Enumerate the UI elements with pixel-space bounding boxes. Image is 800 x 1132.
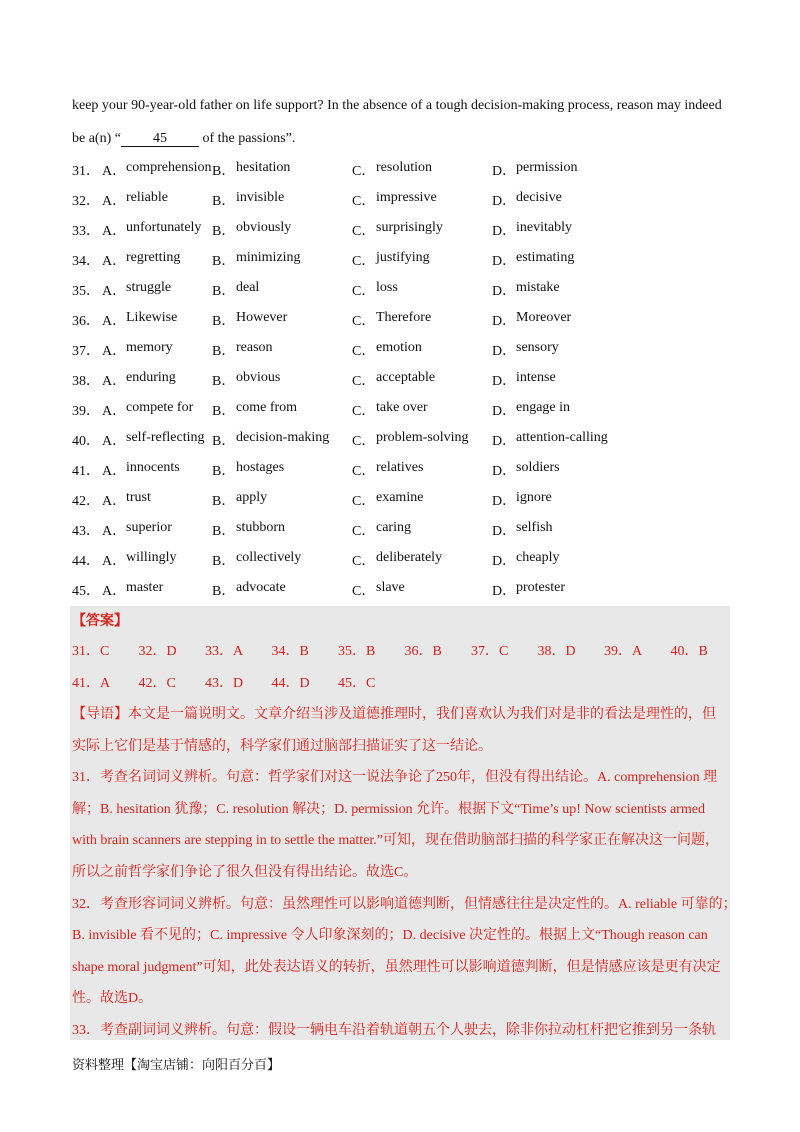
option-letter: A． <box>102 524 127 539</box>
option-letter: D． <box>492 494 517 509</box>
question-number: 36． <box>72 314 100 329</box>
analysis-line: B. invisible 看不见的；C. impressive 令人印象深刻的；D. decisive 决定性的。根据上文“Though reason can <box>72 928 708 944</box>
answer-item: 38．D <box>537 644 576 659</box>
option-letter: C． <box>352 194 376 209</box>
option-letter: A． <box>102 224 127 239</box>
option-text: apply <box>236 490 268 505</box>
option-text: willingly <box>126 550 177 565</box>
option-letter: C． <box>352 314 376 329</box>
option-text: soldiers <box>516 460 560 475</box>
option-letter: C． <box>352 524 376 539</box>
analysis-line: 所以之前哲学家们争论了很久但没有得出结论。故选C。 <box>72 865 418 880</box>
question-number: 44． <box>72 554 100 569</box>
option-text: stubborn <box>236 520 285 535</box>
option-letter: D． <box>492 554 517 569</box>
option-letter: A． <box>102 284 127 299</box>
question-row <box>72 550 692 570</box>
option-text: innocents <box>126 460 180 475</box>
option-text: permission <box>516 160 578 175</box>
option-text: protester <box>516 580 565 595</box>
question-number: 43． <box>72 524 100 539</box>
question-number: 40． <box>72 434 100 449</box>
option-letter: C． <box>352 494 376 509</box>
option-letter: C． <box>352 404 376 419</box>
option-letter: D． <box>492 464 517 479</box>
answer-item: 39．A <box>604 644 643 659</box>
option-letter: C． <box>352 164 376 179</box>
question-number: 32． <box>72 194 100 209</box>
footer-note: 资料整理【淘宝店铺：向阳百分百】 <box>72 1058 281 1073</box>
analysis-line: 【导语】本文是一篇说明文。文章介绍当涉及道德推理时，我们喜欢认为我们对是非的看法是理性的，但 <box>72 707 716 722</box>
answer-item: 32．D <box>138 644 177 659</box>
question-number: 33． <box>72 224 100 239</box>
question-row <box>72 220 692 240</box>
option-text: invisible <box>236 190 285 205</box>
option-letter: A． <box>102 164 127 179</box>
option-text: memory <box>126 340 173 355</box>
question-number: 34． <box>72 254 100 269</box>
option-letter: B． <box>212 254 236 269</box>
option-text: deliberately <box>376 550 443 565</box>
option-letter: A． <box>102 434 127 449</box>
option-text: obvious <box>236 370 281 385</box>
question-number: 45． <box>72 584 100 599</box>
option-text: inevitably <box>516 220 572 235</box>
question-number: 39． <box>72 404 100 419</box>
option-letter: C． <box>352 284 376 299</box>
analysis-line: 实际上它们是基于情感的，科学家们通过脑部扫描证实了这一结论。 <box>72 738 492 754</box>
analysis-line: 性。故选D。 <box>72 991 153 1007</box>
option-text: Likewise <box>126 310 178 325</box>
option-letter: A． <box>102 314 127 329</box>
option-letter: D． <box>492 434 517 449</box>
option-letter: D． <box>492 374 517 389</box>
question-row <box>72 460 692 480</box>
option-text: obviously <box>236 220 292 235</box>
option-letter: C． <box>352 254 376 269</box>
question-number: 37． <box>72 344 100 359</box>
question-number: 35． <box>72 284 100 299</box>
option-text: Moreover <box>516 310 572 325</box>
option-letter: A． <box>102 554 127 569</box>
option-text: trust <box>126 490 151 505</box>
option-letter: C． <box>352 344 376 359</box>
passage-line-2-suffix: of the passions”. <box>198 131 296 146</box>
blank-45: 45 <box>121 132 199 147</box>
question-number: 31． <box>72 164 100 179</box>
option-letter: B． <box>212 494 236 509</box>
option-text: reliable <box>126 190 168 205</box>
option-letter: A． <box>102 254 127 269</box>
option-letter: D． <box>492 254 517 269</box>
option-letter: A． <box>102 404 127 419</box>
option-letter: B． <box>212 464 236 479</box>
option-text: decision-making <box>236 430 330 445</box>
option-text: unfortunately <box>126 220 202 235</box>
option-text: advocate <box>236 580 286 595</box>
option-letter: B． <box>212 314 236 329</box>
question-row <box>72 160 692 180</box>
passage-line-1: keep your 90-year-old father on life support? In the absence of a tough decision-making process, reason may indeed <box>72 98 722 113</box>
answer-item: 40．B <box>670 644 708 659</box>
answer-item: 44．D <box>271 676 310 691</box>
option-text: selfish <box>516 520 553 535</box>
option-text: relatives <box>376 460 424 475</box>
option-text: collectively <box>236 550 302 565</box>
question-row <box>72 400 692 420</box>
option-text: However <box>236 310 288 325</box>
option-text: reason <box>236 340 273 355</box>
option-text: struggle <box>126 280 172 295</box>
option-text: engage in <box>516 400 571 415</box>
option-letter: B． <box>212 224 236 239</box>
question-row <box>72 520 692 540</box>
option-text: intense <box>516 370 556 385</box>
option-text: justifying <box>376 250 430 265</box>
question-row <box>72 280 692 300</box>
option-text: caring <box>376 520 411 535</box>
passage-line-2 <box>72 131 295 147</box>
answer-item: 33．A <box>205 644 244 659</box>
option-letter: D． <box>492 404 517 419</box>
answer-item: 37．C <box>471 644 509 659</box>
option-letter: D． <box>492 314 517 329</box>
option-text: examine <box>376 490 424 505</box>
option-text: minimizing <box>236 250 301 265</box>
question-row <box>72 370 692 390</box>
option-text: comprehension <box>126 160 212 175</box>
option-letter: A． <box>102 494 127 509</box>
option-letter: B． <box>212 524 236 539</box>
option-text: superior <box>126 520 172 535</box>
option-text: enduring <box>126 370 176 385</box>
answer-item: 31．C <box>72 644 110 659</box>
analysis-line: 32．考查形容词词义辨析。句意：虽然理性可以影响道德判断，但情感往往是决定性的。A. reliable 可靠的； <box>72 896 737 912</box>
question-row <box>72 430 692 450</box>
option-letter: B． <box>212 584 236 599</box>
option-text: compete for <box>126 400 194 415</box>
option-letter: D． <box>492 194 517 209</box>
answer-item: 36．B <box>404 644 442 659</box>
option-text: acceptable <box>376 370 436 385</box>
question-number: 42． <box>72 494 100 509</box>
question-number: 38． <box>72 374 100 389</box>
answer-header: 【答案】 <box>72 613 128 629</box>
option-letter: B． <box>212 374 236 389</box>
option-letter: B． <box>212 164 236 179</box>
option-text: hostages <box>236 460 285 475</box>
question-row <box>72 310 692 330</box>
option-letter: A． <box>102 374 127 389</box>
option-letter: C． <box>352 554 376 569</box>
option-letter: D． <box>492 284 517 299</box>
option-text: decisive <box>516 190 562 205</box>
option-letter: A． <box>102 344 127 359</box>
option-text: problem-solving <box>376 430 469 445</box>
option-letter: D． <box>492 224 517 239</box>
answer-item: 43．D <box>205 676 244 691</box>
option-letter: B． <box>212 194 236 209</box>
option-text: self-reflecting <box>126 430 205 445</box>
analysis-line: with brain scanners are stepping in to settle the matter.”可知，现在借助脑部扫描的科学家正在解决这一问题， <box>72 833 720 849</box>
option-text: impressive <box>376 190 437 205</box>
option-text: estimating <box>516 250 575 265</box>
question-row <box>72 340 692 360</box>
option-text: sensory <box>516 340 559 355</box>
option-letter: D． <box>492 524 517 539</box>
option-letter: A． <box>102 464 127 479</box>
option-text: take over <box>376 400 428 415</box>
analysis-line: 33．考查副词词义辨析。句意：假设一辆电车沿着轨道朝五个人驶去，除非你拉动杠杆把它推到另一条轨 <box>72 1023 716 1038</box>
option-text: surprisingly <box>376 220 443 235</box>
option-text: mistake <box>516 280 560 295</box>
answer-item: 35．B <box>338 644 376 659</box>
passage-line-2-prefix: be a(n) “ <box>72 131 121 146</box>
option-letter: D． <box>492 344 517 359</box>
option-letter: B． <box>212 434 236 449</box>
option-text: resolution <box>376 160 432 175</box>
option-letter: D． <box>492 164 517 179</box>
option-letter: D． <box>492 584 517 599</box>
option-letter: B． <box>212 344 236 359</box>
option-text: master <box>126 580 164 595</box>
option-letter: C． <box>352 224 376 239</box>
analysis-line: 解；B. hesitation 犹豫；C. resolution 解决；D. permission 允许。根据下文“Time’s up! Now scientists armed <box>72 801 705 817</box>
question-row <box>72 580 692 600</box>
question-number: 41． <box>72 464 100 479</box>
option-letter: A． <box>102 584 127 599</box>
option-text: regretting <box>126 250 181 265</box>
option-text: loss <box>376 280 398 295</box>
option-text: emotion <box>376 340 422 355</box>
option-letter: C． <box>352 584 376 599</box>
option-text: ignore <box>516 490 552 505</box>
option-text: come from <box>236 400 298 415</box>
analysis-line: 31．考查名词词义辨析。句意：哲学家们对这一说法争论了250年，但没有得出结论。A. comprehension 理 <box>72 770 718 786</box>
question-row <box>72 490 692 510</box>
answer-item: 41．A <box>72 676 111 691</box>
option-text: hesitation <box>236 160 291 175</box>
answer-item: 34．B <box>271 644 309 659</box>
option-text: cheaply <box>516 550 560 565</box>
option-letter: C． <box>352 434 376 449</box>
answer-item: 45．C <box>338 676 376 691</box>
question-row <box>72 250 692 270</box>
option-text: attention-calling <box>516 430 608 445</box>
option-letter: B． <box>212 284 236 299</box>
option-letter: A． <box>102 194 127 209</box>
option-letter: C． <box>352 464 376 479</box>
option-letter: B． <box>212 554 236 569</box>
option-text: deal <box>236 280 260 295</box>
option-text: Therefore <box>376 310 432 325</box>
option-text: slave <box>376 580 405 595</box>
option-letter: C． <box>352 374 376 389</box>
answer-item: 42．C <box>138 676 176 691</box>
analysis-line: shape moral judgment”可知，此处表达语义的转折，虽然理性可以影响道德判断，但是情感应该是更有决定 <box>72 959 721 975</box>
question-row <box>72 190 692 210</box>
option-letter: B． <box>212 404 236 419</box>
